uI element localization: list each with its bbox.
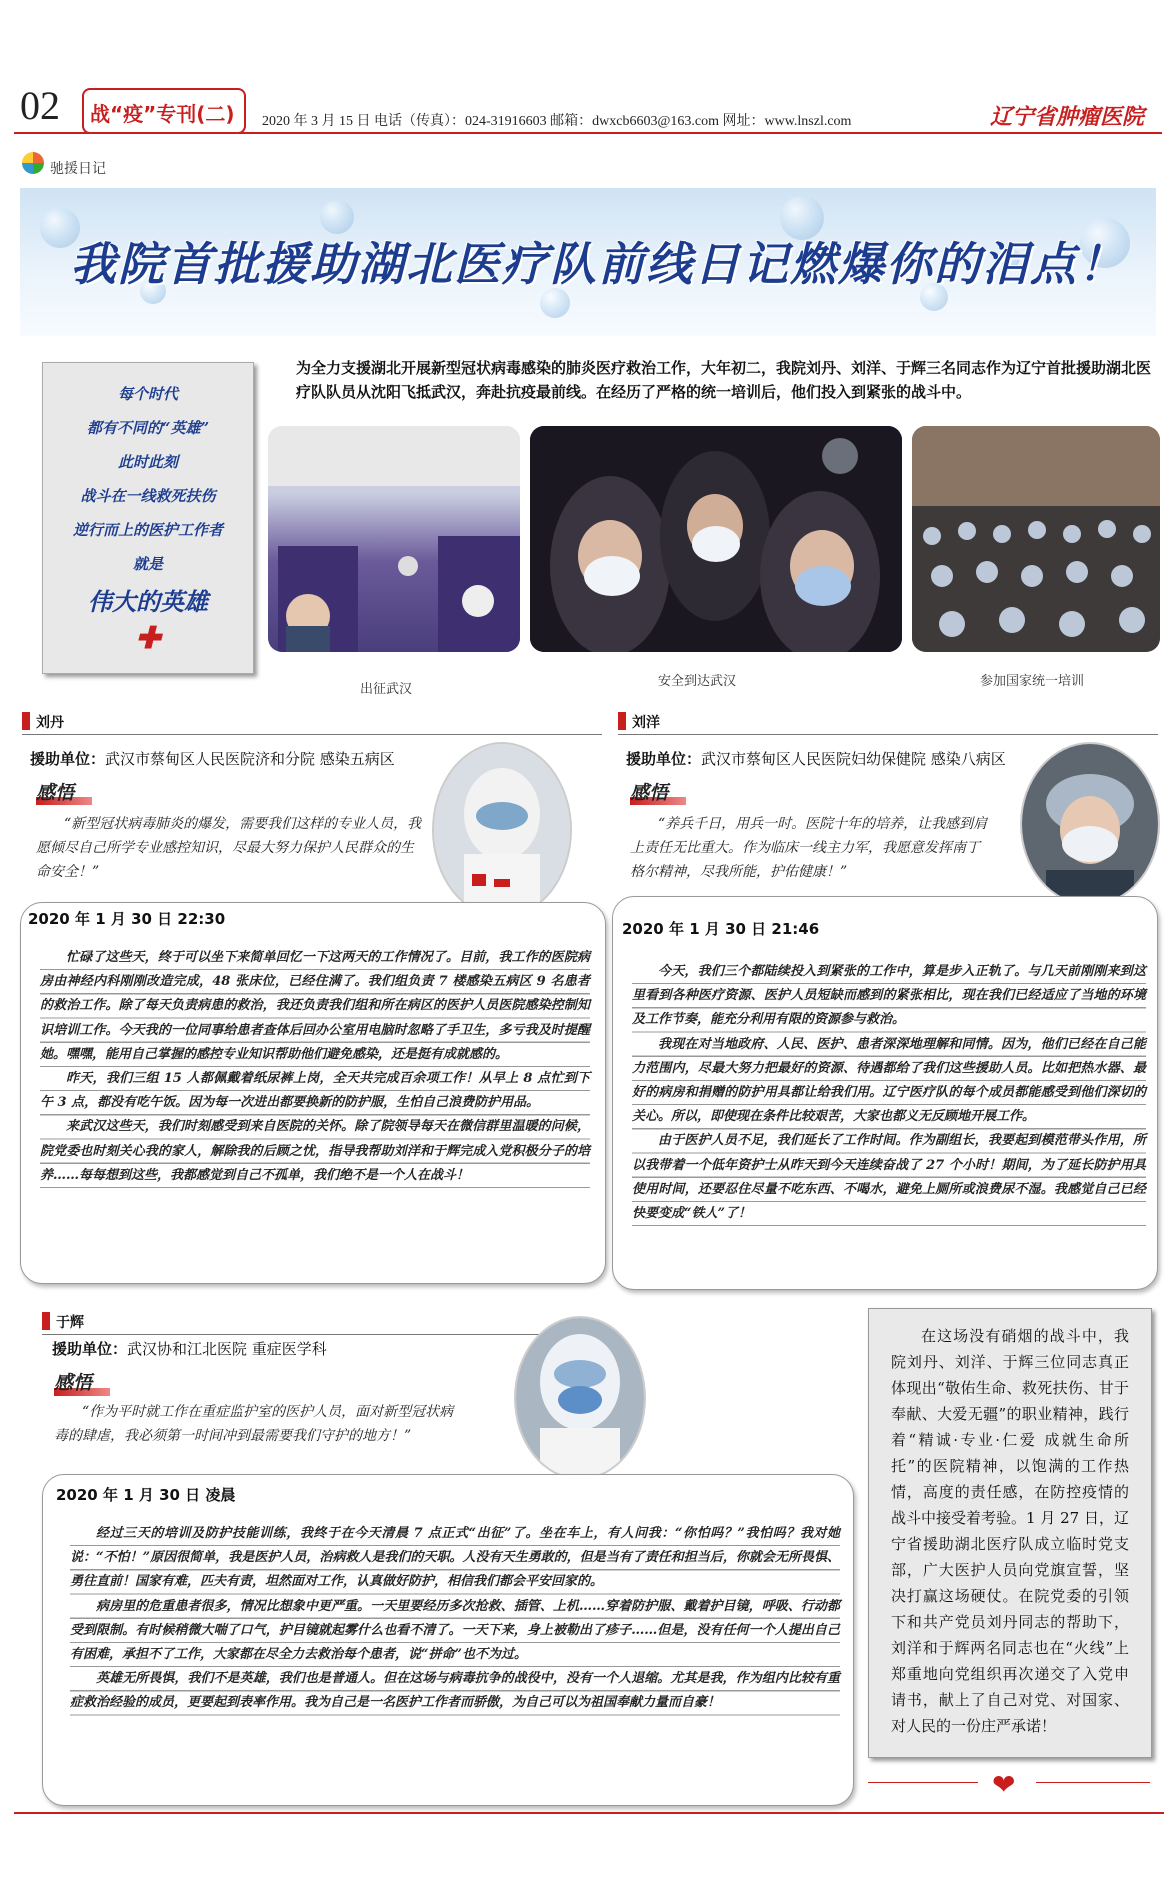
diary-date: 2020 年 1 月 30 日 22:30 xyxy=(28,910,226,928)
diary-paragraph: 经过三天的培训及防护技能训练，我终于在今天清晨 7 点正式“出征”了。坐在车上，有人问我：“你怕吗？”我怕吗？我对她说：“不怕！”原因很简单，我是医护人员，治病救人是我们的天职。人没有天生勇敢的，但是当有了责任和担当后，你就会无所畏惧、勇往直前！国家有难，匹夫有责，坦然面对工作，认真做好防护，相信我们都会平安回家的。 xyxy=(70,1526,840,1590)
headline: 我院首批援助湖北医疗队前线日记燃爆你的泪点！ xyxy=(70,237,1126,291)
header-rule xyxy=(14,132,1162,134)
diary-paragraph: 今天，我们三个都陆续投入到紧张的工作中，算是步入正轨了。与几天前刚刚来到这里看到各种医疗资源、医护人员短缺而感到的紧张相比，现在我们已经适应了当地的环境及工作节奏，能充分利用有限的资源参与救治。 xyxy=(632,964,1146,1028)
aid-unit: 援助单位：武汉市蔡甸区人民医院妇幼保健院 感染八病区 xyxy=(626,750,1006,768)
heart-rule-right xyxy=(1036,1782,1150,1783)
person-name: 刘洋 xyxy=(632,715,660,731)
aid-unit: 援助单位：武汉协和江北医院 重症医学科 xyxy=(52,1340,327,1358)
name-flag xyxy=(42,1312,50,1330)
diary-logo-icon xyxy=(22,152,44,174)
diary-paragraph: 病房里的危重患者很多，情况比想象中更严重。一天里要经历多次抢救、插管、上机……穿着防护服、戴着护目镜，呼吸、行动都受到限制。有时候稍微大喘了口气，护目镜就起雾什么也看不清了。一天下来，身上被勒出了疹子……但是，没有任何一个人提出自己有困难，承担不了工作，大家都在尽全力去救治每个患者，说“拼命”也不为过。 xyxy=(70,1598,840,1663)
photo-caption: 出征武汉 xyxy=(360,682,413,697)
name-flag xyxy=(22,712,30,730)
poem-line: 就是 xyxy=(132,555,163,573)
gan-heading: 感悟 xyxy=(36,782,75,804)
diary-date: 2020 年 1 月 30 日 凌晨 xyxy=(56,1486,236,1504)
portrait-yuhui xyxy=(514,1316,646,1480)
poem-line: 战斗在一线救死扶伤 xyxy=(80,487,216,505)
poem-line: 每个时代 xyxy=(117,385,178,403)
person-name: 于辉 xyxy=(56,1315,84,1331)
person-quote: “养兵千日，用兵一时。医院十年的培养，让我感到肩上责任无比重大。作为临床一线主力军，我愿意发挥南丁格尔精神，尽我所能，护佑健康！” xyxy=(630,816,988,880)
heart-rule-left xyxy=(868,1782,978,1783)
diary-paragraph: 来武汉这些天，我们时刻感受到来自医院的关怀。除了院领导每天在微信群里温暖的问候，院党委也时刻关心我的家人，解除我的后顾之忧，指导我帮助刘洋和于辉完成入党积极分子的培养……每每想到这些，我都感觉到自己不孤单，我们绝不是一个人在战斗！ xyxy=(40,1119,590,1183)
photo-caption: 安全到达武汉 xyxy=(658,674,737,689)
diary-paragraph: 英雄无所畏惧，我们不是英雄，我们也是普通人。但在这场与病毒抗争的战役中，没有一个人退缩。尤其是我，作为组内比较有重症救治经验的成员，更要起到表率作用。我为自己是一名医护工作者而骄傲，为自己可以为祖国奉献力量而自豪！ xyxy=(70,1671,840,1711)
poem-line: 此时此刻 xyxy=(117,453,178,471)
name-rule xyxy=(618,734,1158,735)
diary-date: 2020 年 1 月 30 日 21:46 xyxy=(622,920,820,938)
heart-icon: ❤ xyxy=(992,1768,1016,1801)
name-rule xyxy=(42,1334,602,1335)
name-flag xyxy=(618,712,626,730)
footer-rule xyxy=(14,1812,1164,1814)
portrait-liuyang xyxy=(1020,742,1160,906)
masthead-info: 2020 年 3 月 15 日 电话（传真）：024-31916603 邮箱：dwxcb6603@163.com 网址：www.lnszl.com xyxy=(262,114,852,129)
diary-paragraph: 昨天，我们三组 15 人都佩戴着纸尿裤上岗，全天共完成百余项工作！从早上 8 点忙到下午 3 点，都没有吃午饭。因为每一次进出都要换新的防护服，生怕自己浪费防护用品。 xyxy=(40,1071,590,1111)
gan-heading: 感悟 xyxy=(630,782,669,804)
red-cross-icon: ✚ xyxy=(135,621,161,656)
page-number: 02 xyxy=(20,83,60,128)
person-quote: “作为平时就工作在重症监护室的医护人员，面对新型冠状病毒的肆虐，我必须第一时间冲到最需要我们守护的地方！” xyxy=(54,1404,454,1444)
poem-line: 伟大的英雄 xyxy=(88,587,208,616)
photo-departure xyxy=(268,426,520,652)
diary-paragraph: 由于医护人员不足，我们延长了工作时间。作为副组长，我要起到模范带头作用，所以我带着一个低年资护士从昨天到今天连续奋战了 27 个小时！期间，为了延长防护用具使用时间，还要忍住尽量不吃东西、不喝水，避免上厕所或浪费尿不湿。我感觉自己已经快要变成“铁人”了！ xyxy=(632,1133,1146,1222)
diary-text xyxy=(632,960,1146,1226)
gan-heading: 感悟 xyxy=(54,1372,93,1394)
photo-training xyxy=(912,426,1160,652)
portrait-liudan xyxy=(432,742,572,918)
photo-caption: 参加国家统一培训 xyxy=(980,674,1085,689)
section-title: 战“疫”专刊(二) xyxy=(90,102,235,126)
poem-line: 都有不同的“英雄” xyxy=(86,419,210,437)
photo-arrival xyxy=(530,426,902,652)
diary-paragraph: 忙碌了这些天，终于可以坐下来简单回忆一下这两天的工作情况了。目前，我工作的医院病房由神经内科刚刚改造完成，48 张床位，已经住满了。我们组负责 7 楼感染五病区 9 名患者的救治工作。除了每天负责病患的救治，我还负责我们组和所在病区的医护人员医院感染控制知识培训工作。今天我的一位同事给患者查体后回办公室用电脑时忽略了手卫生，多亏我及时提醒她。嘿嘿，能用自己掌握的感控专业知识帮助他们避免感染，还是挺有成就感的。 xyxy=(40,950,590,1062)
column-label: 驰援日记 xyxy=(50,161,106,177)
poem-box xyxy=(42,362,254,674)
intro-text: 为全力支援湖北开展新型冠状病毒感染的肺炎医疗救治工作，大年初二，我院刘丹、刘洋、于辉三名同志作为辽宁首批援助湖北医疗队队员从沈阳飞抵武汉，奔赴抗疫最前线。在经历了严格的统一培训后，他们投入到紧张的战斗中。 xyxy=(296,359,1152,401)
commendation-box xyxy=(868,1308,1152,1758)
aid-unit: 援助单位：武汉市蔡甸区人民医院济和分院 感染五病区 xyxy=(30,750,395,768)
commendation-text: 在这场没有硝烟的战斗中，我院刘丹、刘洋、于辉三位同志真正体现出“敬佑生命、救死扶伤、甘于奉献、大爱无疆”的职业精神，践行着“精诚·专业·仁爱 成就生命所托”的医院精神，以饱满的工作热情，高度的责任感，在防控疫情的战斗中接受着考验。1 月 27 日，辽宁省援助湖北医疗队成立临时党支部，广大医护人员向党旗宣誓，坚决打赢这场硬仗。在院党委的引领下和共产党员刘丹同志的帮助下，刘洋和于辉两名同志也在“火线”上郑重地向党组织再次递交了入党申请书，献上了自己对党、对国家、对人民的一份庄严承诺！ xyxy=(891,1327,1129,1735)
diary-paragraph: 我现在对当地政府、人民、医护、患者深深地理解和同情。因为，他们已经在自己能力范围内，尽最大努力把最好的资源、待遇都给了我们这些援助人员。比如把热水器、最好的病房和捐赠的防护用具都让给我们用。辽宁医疗队的每个成员都能感受到他们深切的关心。所以，即使现在条件比较艰苦，大家也都义无反顾地开展工作。 xyxy=(632,1036,1146,1125)
hospital-brand: 辽宁省肿瘤医院 xyxy=(990,104,1145,130)
poem-line: 逆行而上的医护工作者 xyxy=(72,521,223,539)
person-quote: “新型冠状病毒肺炎的爆发，需要我们这样的专业人员，我愿倾尽自己所学专业感控知识，尽最大努力保护人民群众的生命安全！” xyxy=(36,816,422,880)
diary-text xyxy=(70,1522,840,1716)
name-rule xyxy=(22,734,602,735)
diary-text xyxy=(40,946,590,1188)
person-name: 刘丹 xyxy=(36,715,64,731)
